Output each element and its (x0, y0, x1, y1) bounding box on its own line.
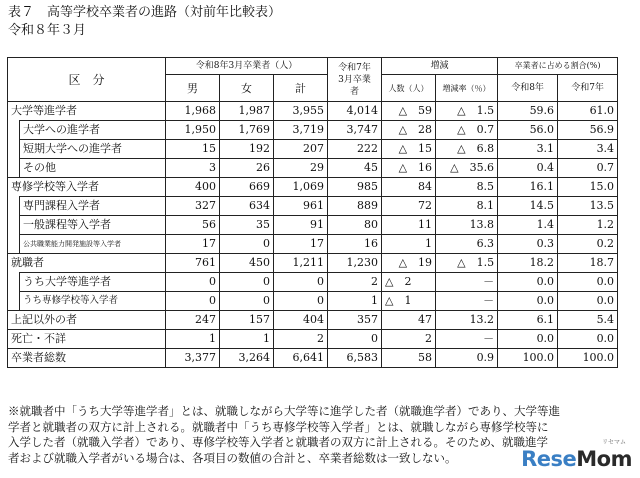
header-change-group: 増減 (382, 58, 498, 75)
cell-share-r8: 14.5 (498, 197, 558, 216)
cell-male: 17 (166, 235, 220, 254)
cell-female: 3,264 (220, 349, 274, 368)
table-row (8, 216, 618, 235)
cell-male: 327 (166, 197, 220, 216)
row-label: 卒業者総数 (8, 349, 166, 368)
table-subtitle: 令和８年３月 (8, 23, 87, 38)
cell-share-r8: 18.2 (498, 254, 558, 273)
cell-share-r8: 100.0 (498, 349, 558, 368)
cell-total: 1,211 (274, 254, 328, 273)
cell-share-r7: 0.0 (558, 273, 618, 292)
cell-male: 400 (166, 178, 220, 197)
table-row (8, 273, 618, 292)
cell-change-count: 11 (382, 216, 436, 235)
cell-prev: 16 (328, 235, 382, 254)
row-label: 一般課程等入学者 (20, 216, 166, 235)
row-label: 上記以外の者 (8, 311, 166, 330)
cell-female: 192 (220, 140, 274, 159)
cell-share-r7: 56.9 (558, 121, 618, 140)
row-label: 死亡・不詳 (8, 330, 166, 349)
header-kubun: 区 分 (8, 58, 166, 102)
cell-total: 17 (274, 235, 328, 254)
cell-total: 207 (274, 140, 328, 159)
career-table (7, 57, 618, 368)
cell-share-r7: 61.0 (558, 102, 618, 121)
cell-female: 1 (220, 330, 274, 349)
cell-prev: 45 (328, 159, 382, 178)
cell-change-rate: － (436, 330, 498, 349)
cell-change-rate: △ 35.6 (436, 159, 498, 178)
cell-male: 56 (166, 216, 220, 235)
cell-male: 247 (166, 311, 220, 330)
footnote-line: ※就職者中「うち大学等進学者」とは、就職しながら大学等に進学した者（就職進学者）であり、大学等進 (8, 404, 560, 418)
table-row (8, 311, 618, 330)
cell-total: 1,069 (274, 178, 328, 197)
cell-prev: 2 (328, 273, 382, 292)
cell-total: 29 (274, 159, 328, 178)
cell-share-r8: 59.6 (498, 102, 558, 121)
table-row (8, 140, 618, 159)
cell-share-r7: 1.2 (558, 216, 618, 235)
cell-male: 761 (166, 254, 220, 273)
cell-female: 35 (220, 216, 274, 235)
cell-change-rate: 13.2 (436, 311, 498, 330)
cell-share-r8: 0.0 (498, 330, 558, 349)
cell-change-rate: △ 1.5 (436, 102, 498, 121)
cell-share-r7: 100.0 (558, 349, 618, 368)
cell-change-count: △ 1 (382, 292, 436, 311)
row-label: 大学等進学者 (8, 102, 166, 121)
cell-change-count: △ 28 (382, 121, 436, 140)
row-label: うち専修学校等入学者 (20, 292, 166, 311)
cell-female: 0 (220, 292, 274, 311)
cell-total: 0 (274, 273, 328, 292)
table-title: 表７ 高等学校卒業者の進路（対前年比較表） (8, 5, 282, 20)
cell-male: 15 (166, 140, 220, 159)
cell-share-r7: 13.5 (558, 197, 618, 216)
table-row (8, 330, 618, 349)
cell-female: 1,769 (220, 121, 274, 140)
footnote-line: 入学した者（就職入学者）であり、専修学校等入学者と就職者の双方に計上される。そのため、就職進学 (8, 435, 549, 449)
table-row (8, 254, 618, 273)
cell-female: 634 (220, 197, 274, 216)
header-r8-group: 令和8年3月卒業者（人） (166, 58, 328, 75)
table-row (8, 159, 618, 178)
cell-female: 1,987 (220, 102, 274, 121)
cell-share-r8: 56.0 (498, 121, 558, 140)
cell-change-count: 58 (382, 349, 436, 368)
cell-change-rate: △ 6.8 (436, 140, 498, 159)
row-label: 専門課程入学者 (20, 197, 166, 216)
header-change-rate: 増減率（％） (436, 75, 498, 102)
cell-change-rate: － (436, 292, 498, 311)
cell-prev: 0 (328, 330, 382, 349)
cell-total: 404 (274, 311, 328, 330)
cell-female: 26 (220, 159, 274, 178)
cell-prev: 80 (328, 216, 382, 235)
cell-change-rate: 0.9 (436, 349, 498, 368)
cell-change-count: △ 19 (382, 254, 436, 273)
cell-change-rate: 6.3 (436, 235, 498, 254)
cell-female: 0 (220, 273, 274, 292)
cell-male: 1,968 (166, 102, 220, 121)
row-label: 大学への進学者 (20, 121, 166, 140)
cell-female: 669 (220, 178, 274, 197)
row-label: 短期大学への進学者 (20, 140, 166, 159)
header-change-count: 人数（人） (382, 75, 436, 102)
cell-share-r8: 16.1 (498, 178, 558, 197)
footnote-line: 者および就職入学者がいる場合は、各項目の数値の合計と、卒業者総数は一致しない。 (8, 450, 457, 465)
cell-share-r7: 5.4 (558, 311, 618, 330)
cell-prev: 222 (328, 140, 382, 159)
cell-male: 1 (166, 330, 220, 349)
table-row (8, 121, 618, 140)
cell-share-r8: 6.1 (498, 311, 558, 330)
header-share-r8: 令和8年 (498, 75, 558, 102)
cell-share-r7: 0.7 (558, 159, 618, 178)
header-share-group: 卒業者に占める割合(%) (498, 58, 618, 75)
cell-male: 0 (166, 273, 220, 292)
cell-change-count: △ 15 (382, 140, 436, 159)
cell-total: 3,955 (274, 102, 328, 121)
cell-change-count: 84 (382, 178, 436, 197)
cell-change-count: △ 59 (382, 102, 436, 121)
logo-tagline: リセマム (602, 439, 626, 446)
cell-change-rate: 8.5 (436, 178, 498, 197)
cell-change-count: △ 16 (382, 159, 436, 178)
cell-female: 0 (220, 235, 274, 254)
header-share-r7: 令和7年 (558, 75, 618, 102)
cell-share-r7: 0.0 (558, 330, 618, 349)
header-total: 計 (274, 75, 328, 102)
row-label: その他 (20, 159, 166, 178)
cell-total: 0 (274, 292, 328, 311)
table-row (8, 349, 618, 368)
cell-change-count: 2 (382, 330, 436, 349)
cell-total: 961 (274, 197, 328, 216)
cell-change-count: 72 (382, 197, 436, 216)
cell-share-r7: 3.4 (558, 140, 618, 159)
cell-share-r7: 0.0 (558, 292, 618, 311)
cell-prev: 6,583 (328, 349, 382, 368)
cell-share-r7: 15.0 (558, 178, 618, 197)
cell-prev: 3,747 (328, 121, 382, 140)
row-label: 就職者 (8, 254, 166, 273)
row-label: うち大学等進学者 (20, 273, 166, 292)
resemom-logo: ReseMom (521, 447, 632, 471)
cell-female: 157 (220, 311, 274, 330)
cell-prev: 985 (328, 178, 382, 197)
cell-share-r8: 0.0 (498, 273, 558, 292)
row-label: 公共職業能力開発施設等入学者 (20, 235, 166, 254)
cell-change-rate: － (436, 273, 498, 292)
cell-prev: 1,230 (328, 254, 382, 273)
table-row (8, 235, 618, 254)
cell-share-r8: 1.4 (498, 216, 558, 235)
cell-change-rate: 8.1 (436, 197, 498, 216)
cell-prev: 889 (328, 197, 382, 216)
cell-share-r8: 0.4 (498, 159, 558, 178)
cell-share-r7: 0.2 (558, 235, 618, 254)
cell-male: 1,950 (166, 121, 220, 140)
cell-share-r7: 18.7 (558, 254, 618, 273)
cell-prev: 4,014 (328, 102, 382, 121)
cell-male: 3 (166, 159, 220, 178)
cell-change-rate: 13.8 (436, 216, 498, 235)
cell-share-r8: 0.0 (498, 292, 558, 311)
table-row (8, 102, 618, 121)
cell-prev: 1 (328, 292, 382, 311)
footnote-line: 学者と就職者の双方に計上される。就職者中「うち専修学校等入学者」とは、就職しながら専修学校等に (8, 419, 549, 434)
table-row (8, 178, 618, 197)
cell-female: 450 (220, 254, 274, 273)
header-female: 女 (220, 75, 274, 102)
cell-prev: 357 (328, 311, 382, 330)
table-row (8, 197, 618, 216)
header-male: 男 (166, 75, 220, 102)
cell-total: 91 (274, 216, 328, 235)
cell-change-count: △ 2 (382, 273, 436, 292)
cell-male: 3,377 (166, 349, 220, 368)
header-r7: 令和7年 3月卒業 者 (328, 58, 382, 102)
table-row (8, 292, 618, 311)
cell-male: 0 (166, 292, 220, 311)
row-label: 専修学校等入学者 (8, 178, 166, 197)
cell-change-count: 1 (382, 235, 436, 254)
cell-change-rate: △ 1.5 (436, 254, 498, 273)
cell-change-count: 47 (382, 311, 436, 330)
cell-share-r8: 3.1 (498, 140, 558, 159)
cell-share-r8: 0.3 (498, 235, 558, 254)
cell-total: 2 (274, 330, 328, 349)
cell-total: 3,719 (274, 121, 328, 140)
cell-change-rate: △ 0.7 (436, 121, 498, 140)
cell-total: 6,641 (274, 349, 328, 368)
